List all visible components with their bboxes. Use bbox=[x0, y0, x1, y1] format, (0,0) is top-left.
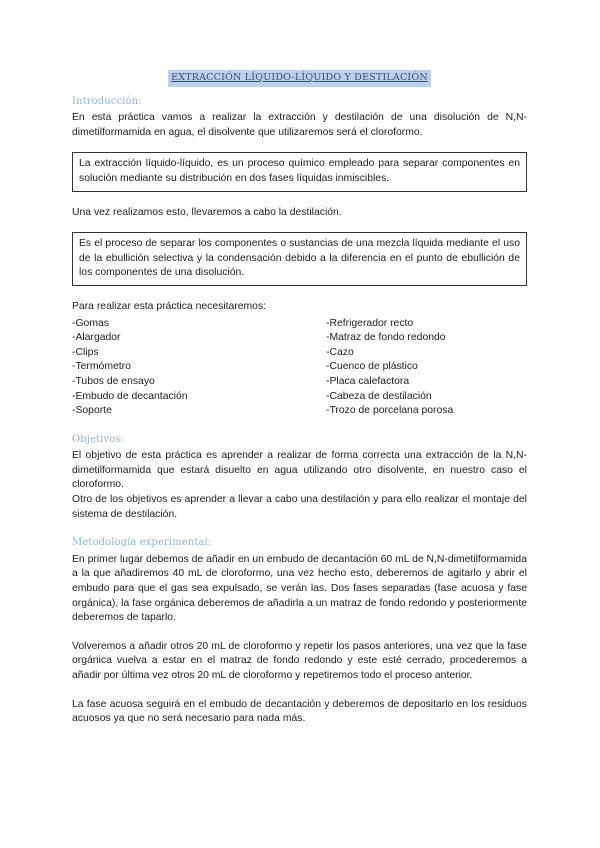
material-item: -Termómetro bbox=[72, 361, 131, 373]
material-item: -Alargador bbox=[72, 332, 121, 344]
title-wrap bbox=[72, 70, 527, 87]
methodology-paragraph-2: Volveremos a añadir otros 20 mL de cloroformo y repetir los pasos anteriores, una vez que la fase orgánica vuelva a estar en el matraz de fondo redondo y este esté cerrado, procederemos a añadir por última vez otros 20 mL de cloroformo y repetiremos todo el proceso anterior. bbox=[72, 640, 527, 681]
material-item: -Refrigerador recto bbox=[326, 317, 414, 329]
definition-extraction: La extracción líquido-líquido, es un proceso químico empleado para separar componentes en solución mediante su distribución en dos fases líquidas inmiscibles. bbox=[79, 158, 520, 184]
objectives-paragraph-2: Otro de los objetivos es aprender a llevar a cabo una destilación y para ello realizar el montaje del sistema de destilación. bbox=[72, 494, 527, 520]
objectives-paragraph-1: El objetivo de esta práctica es aprender a realizar de forma correcta una extracción de la N,N-dimetilformamida que estará disuelto en agua utilizando otro disolvente, en nuestro caso el cloroformo. bbox=[72, 450, 527, 491]
materials-list bbox=[72, 317, 527, 419]
material-item: -Tubos de ensayo bbox=[72, 375, 155, 387]
methodology-heading: Metodología experimental: bbox=[72, 537, 212, 549]
objectives-heading: Objetivos: bbox=[72, 433, 125, 445]
material-item: -Soporte bbox=[72, 405, 112, 417]
material-item: -Embudo de decantación bbox=[72, 390, 188, 402]
definition-distillation: Es el proceso de separar los componentes o sustancias de una mezcla líquida mediante el uso de la ebullición selectiva y la condensación debido a la diferencia en el punto de ebullición de los componentes de una disolución. bbox=[79, 238, 520, 279]
material-item: -Clips bbox=[72, 346, 99, 358]
material-item: -Trozo de porcelana porosa bbox=[326, 405, 454, 417]
intro-heading: Introducción: bbox=[72, 95, 142, 107]
material-item: -Cabeza de destilación bbox=[326, 390, 432, 402]
methodology-paragraph-1: En primer lugar debemos de añadir en un embudo de decantación 60 mL de N,N-dimetilformamida a la que añadiremos 40 mL de cloroformo, una vez hecho esto, deberemos de agitarlo y abrir el embudo para que el gas sea expulsado, se verán las. Dos fases separadas (fase acuosa y fase orgánica), la fase orgánica deberemos de añadirla a un matraz de fondo redondo y posteriormente deberemos de taparlo. bbox=[72, 553, 527, 624]
intro-paragraph-2: Una vez realizamos esto, llevaremos a cabo la destilación. bbox=[72, 206, 342, 218]
material-item: -Placa calefactora bbox=[326, 375, 410, 387]
definition-box-distillation bbox=[72, 232, 527, 286]
document-page bbox=[72, 70, 527, 727]
material-item: -Matraz de fondo redondo bbox=[326, 332, 446, 344]
material-item: -Cuenco de plástico bbox=[326, 361, 418, 373]
material-item: -Gomas bbox=[72, 317, 109, 329]
methodology-paragraph-3: La fase acuosa seguirá en el embudo de decantación y deberemos de depositarlo en los residuos acuosos ya que no será necesario para nada más. bbox=[72, 698, 527, 725]
materials-intro: Para realizar esta práctica necesitaremos: bbox=[72, 300, 267, 312]
materials-right-column bbox=[326, 317, 526, 419]
intro-paragraph-1: En esta práctica vamos a realizar la extracción y destilación de una disolución de N,N-dimetilformamida en agua, el disolvente que utilizaremos será el cloroformo. bbox=[72, 112, 527, 138]
document-title: EXTRACCIÓN LÍQUIDO-LÍQUIDO Y DESTILACIÓN bbox=[168, 70, 431, 87]
materials-left-column bbox=[72, 317, 326, 419]
material-item: -Cazo bbox=[326, 346, 354, 358]
definition-box-extraction bbox=[72, 152, 527, 191]
